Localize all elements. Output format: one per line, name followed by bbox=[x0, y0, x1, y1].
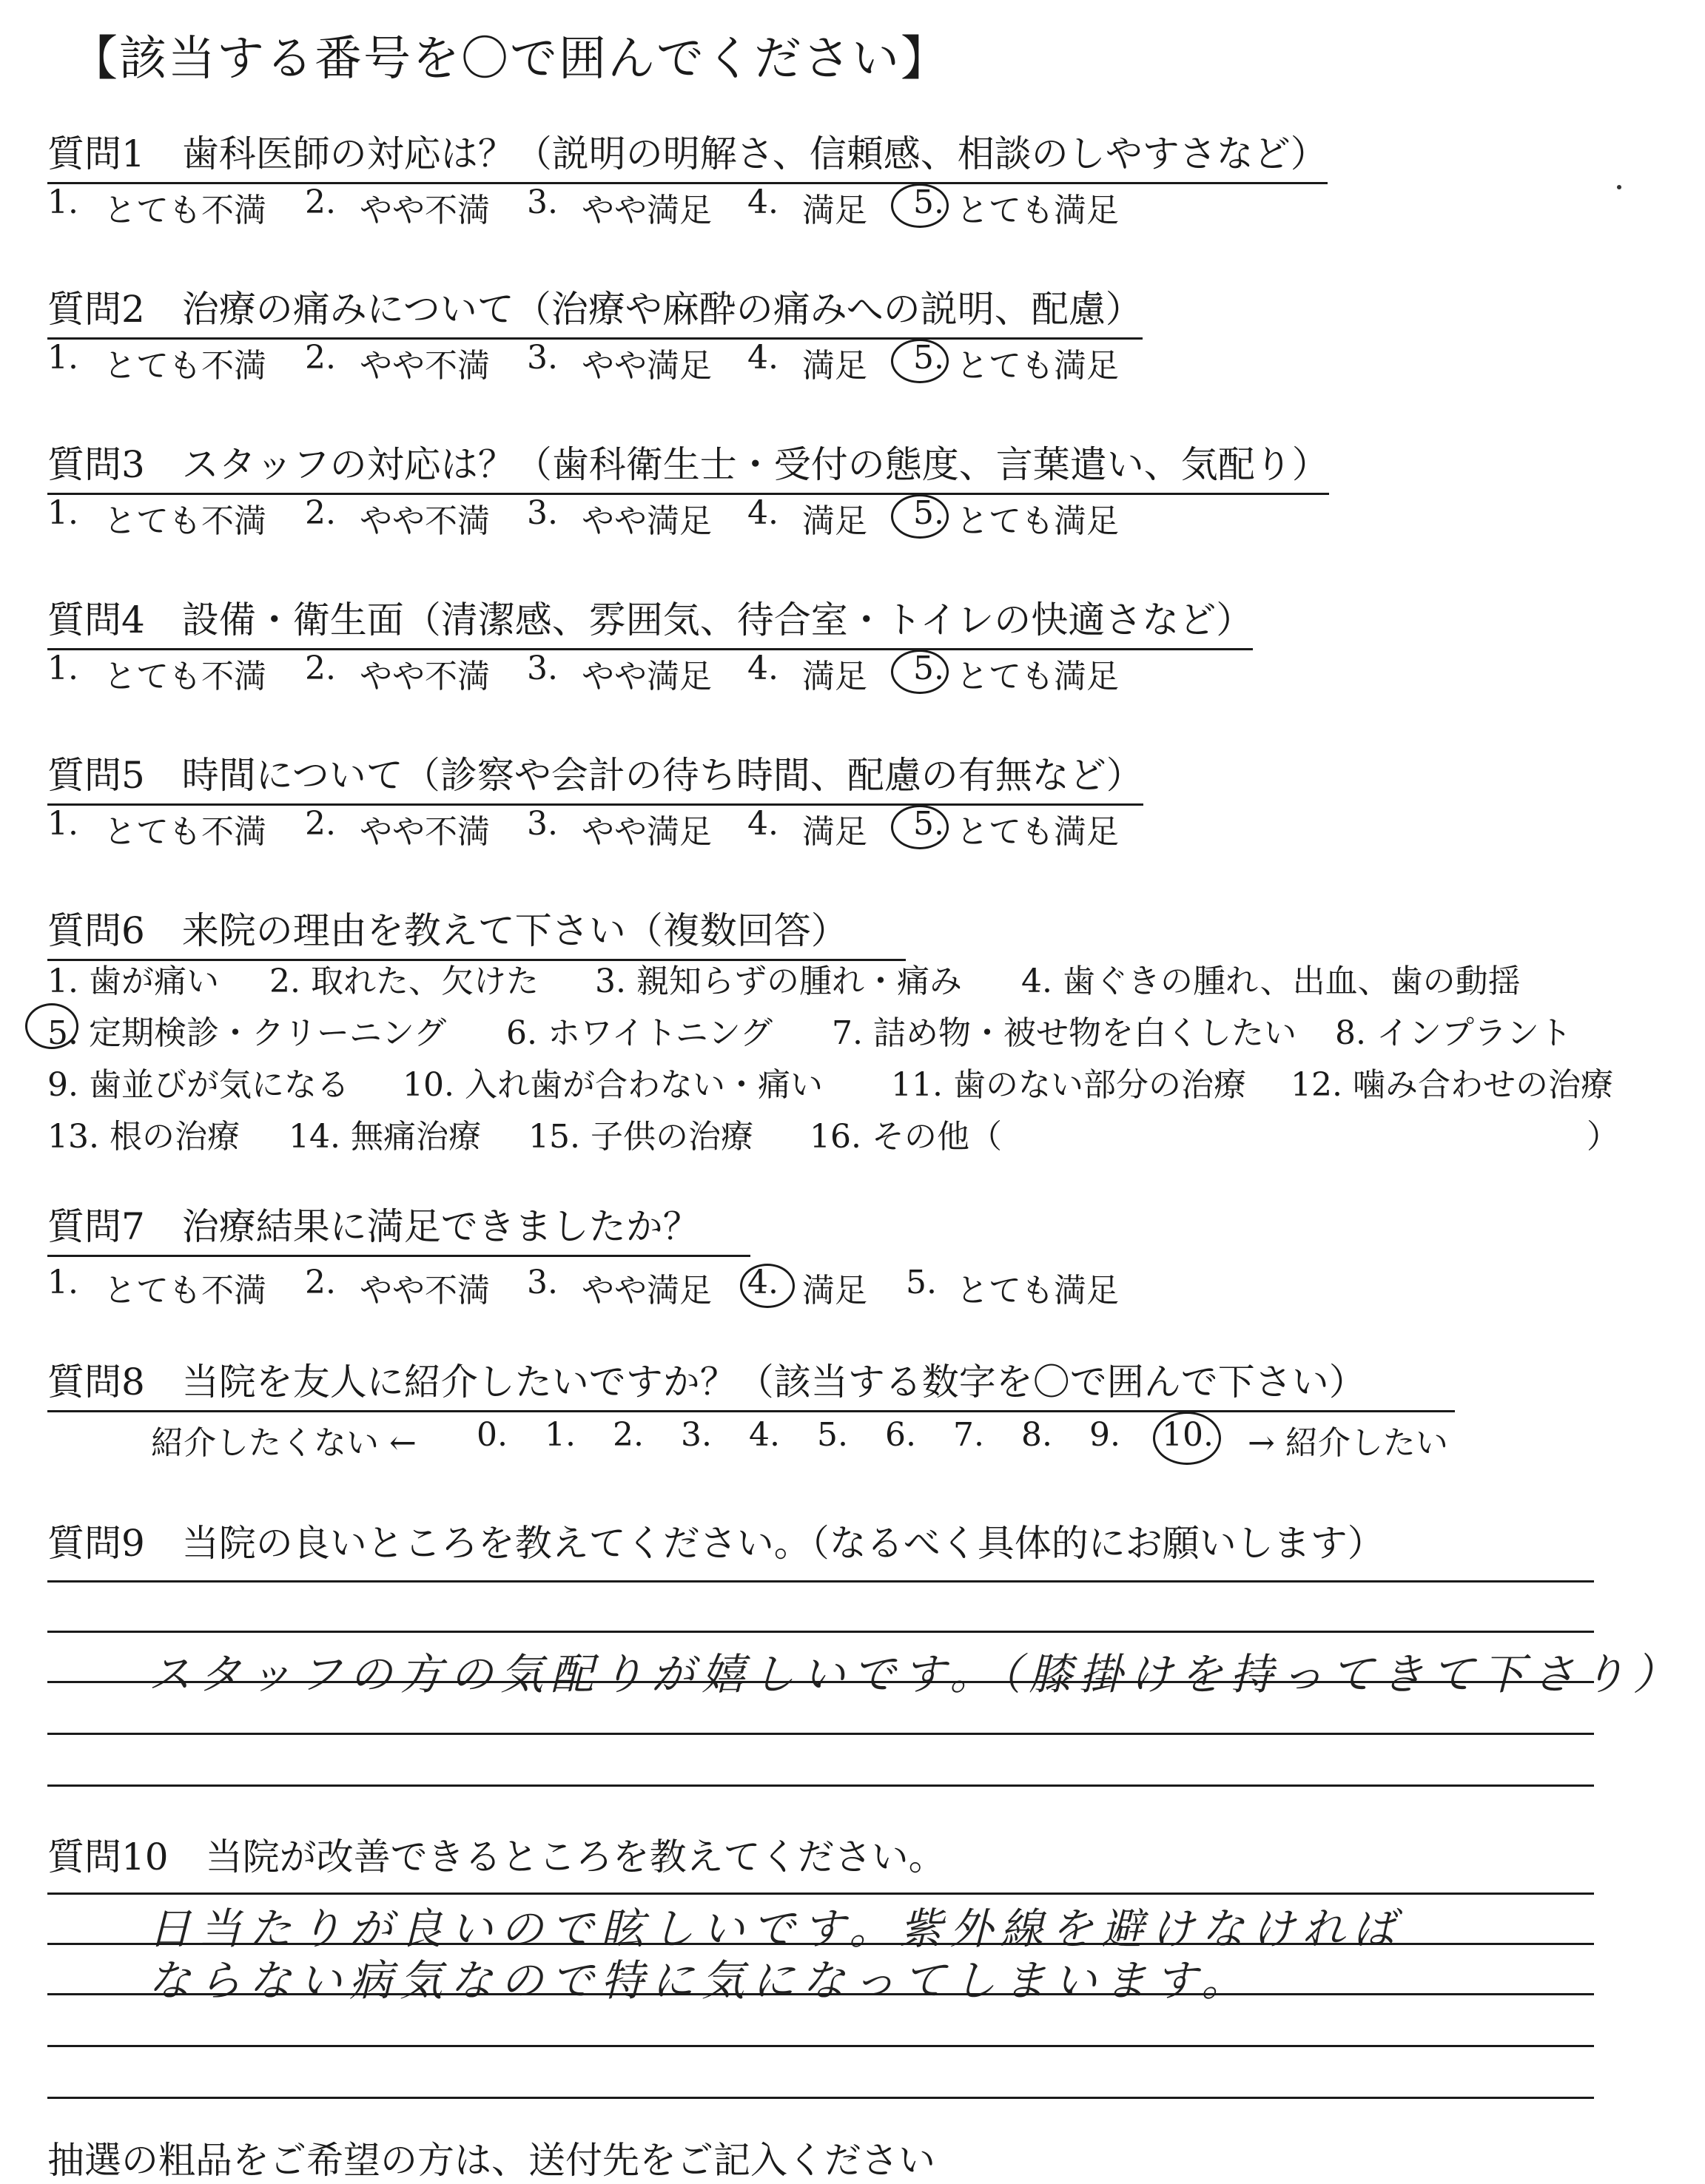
option-2-label: やや不満 bbox=[360, 347, 490, 385]
option-3-label: やや満足 bbox=[582, 813, 712, 851]
option-1-number[interactable]: 1. bbox=[47, 339, 78, 377]
answer-line bbox=[47, 1580, 1594, 1583]
option-4-number[interactable]: 4. bbox=[747, 494, 778, 532]
question-9-title: 質問9 当院の良いところを教えてください。（なるべく具体的にお願いします） bbox=[47, 1522, 1385, 1565]
question-1-options bbox=[47, 183, 1601, 228]
page-title: 【該当する番号を〇で囲んでください】 bbox=[70, 32, 949, 87]
scale-9[interactable]: 9. bbox=[1089, 1416, 1120, 1454]
answer-line bbox=[47, 2045, 1594, 2047]
option-2-number[interactable]: 2. bbox=[305, 183, 336, 221]
stray-dot bbox=[1617, 185, 1621, 189]
scale-8[interactable]: 8. bbox=[1021, 1416, 1052, 1454]
option-5-label: とても満足 bbox=[956, 813, 1119, 851]
q6-option-2[interactable]: 2. 取れた、欠けた bbox=[269, 963, 539, 1000]
question-1-title: 質問1 歯科医師の対応は？（説明の明解さ、信頼感、相談のしやすさなど） bbox=[47, 124, 1328, 184]
option-3-number[interactable]: 3. bbox=[527, 650, 558, 687]
option-5-label: とても満足 bbox=[956, 1272, 1119, 1310]
q6-option-15[interactable]: 15. 子供の治療 bbox=[528, 1118, 753, 1156]
option-1-label: とても不満 bbox=[104, 502, 266, 540]
option-1-label: とても不満 bbox=[104, 1272, 266, 1310]
answer-line bbox=[47, 2097, 1594, 2099]
scale-right-label: → 紹介したい bbox=[1248, 1424, 1448, 1462]
option-4-label: 満足 bbox=[802, 813, 867, 851]
scale-3[interactable]: 3. bbox=[681, 1416, 712, 1454]
option-1-label: とても不満 bbox=[104, 658, 266, 695]
answer-circle bbox=[25, 1003, 78, 1049]
question-2-options bbox=[47, 339, 1601, 383]
answer-line bbox=[47, 1631, 1594, 1633]
option-5-label: とても満足 bbox=[956, 502, 1119, 540]
q6-option-4[interactable]: 4. 歯ぐきの腫れ、出血、歯の動揺 bbox=[1021, 963, 1521, 1000]
scale-0[interactable]: 0. bbox=[477, 1416, 508, 1454]
question-6-options bbox=[47, 954, 1646, 1169]
option-2-number[interactable]: 2. bbox=[305, 805, 336, 843]
q6-option-7[interactable]: 7. 詰め物・被せ物を白くしたい bbox=[832, 1014, 1297, 1052]
option-3-label: やや満足 bbox=[582, 347, 712, 385]
option-3-number[interactable]: 3. bbox=[527, 183, 558, 221]
scale-7[interactable]: 7. bbox=[953, 1416, 984, 1454]
option-3-number[interactable]: 3. bbox=[527, 494, 558, 532]
option-1-number[interactable]: 1. bbox=[47, 805, 78, 843]
question-8-scale bbox=[0, 1416, 1702, 1468]
question-5-options bbox=[47, 805, 1601, 849]
scale-5[interactable]: 5. bbox=[817, 1416, 848, 1454]
scale-10[interactable]: 10. bbox=[1162, 1416, 1214, 1454]
option-2-number[interactable]: 2. bbox=[305, 1264, 336, 1301]
option-3-label: やや満足 bbox=[582, 192, 712, 229]
option-4-label: 満足 bbox=[802, 1272, 867, 1310]
option-1-number[interactable]: 1. bbox=[47, 1264, 78, 1301]
scale-2[interactable]: 2. bbox=[613, 1416, 644, 1454]
q6-option-11[interactable]: 11. 歯のない部分の治療 bbox=[891, 1066, 1246, 1104]
question-5-title: 質問5 時間について（診察や会計の待ち時間、配慮の有無など） bbox=[47, 746, 1143, 806]
option-1-number[interactable]: 1. bbox=[47, 650, 78, 687]
answer-circle bbox=[891, 339, 949, 383]
option-5-label: とても満足 bbox=[956, 658, 1119, 695]
option-4-number[interactable]: 4. bbox=[747, 183, 778, 221]
option-5-number[interactable]: 5. bbox=[906, 1264, 937, 1301]
question-10-answer-line-1[interactable]: 日当たりが良いので眩しいです。紫外線を避けなければ bbox=[148, 1904, 1403, 1954]
option-3-label: やや満足 bbox=[582, 502, 712, 540]
option-3-number[interactable]: 3. bbox=[527, 805, 558, 843]
option-3-number[interactable]: 3. bbox=[527, 1264, 558, 1301]
q6-option-12[interactable]: 12. 噛み合わせの治療 bbox=[1291, 1066, 1613, 1104]
answer-circle bbox=[740, 1264, 795, 1308]
question-3-title: 質問3 スタッフの対応は？（歯科衛生士・受付の態度、言葉遣い、気配り） bbox=[47, 435, 1329, 495]
scale-1[interactable]: 1. bbox=[545, 1416, 576, 1454]
question-3-options bbox=[47, 494, 1601, 539]
q6-option-5[interactable]: 5. 定期検診・クリーニング bbox=[47, 1014, 447, 1052]
option-4-label: 満足 bbox=[802, 192, 867, 229]
question-7-title: 質問7 治療結果に満足できましたか？ bbox=[47, 1197, 750, 1257]
q6-option-3[interactable]: 3. 親知らずの腫れ・痛み bbox=[595, 963, 962, 1000]
option-2-label: やや不満 bbox=[360, 192, 490, 229]
option-1-label: とても不満 bbox=[104, 813, 266, 851]
q6-option-8[interactable]: 8. インプラント bbox=[1335, 1014, 1572, 1052]
option-4-number[interactable]: 4. bbox=[747, 339, 778, 377]
q6-option-10[interactable]: 10. 入れ歯が合わない・痛い bbox=[403, 1066, 823, 1104]
option-4-number[interactable]: 4. bbox=[747, 805, 778, 843]
option-1-number[interactable]: 1. bbox=[47, 183, 78, 221]
question-9-answer[interactable]: スタッフの方の気配りが嬉しいです。（膝掛けを持ってきて下さり） bbox=[148, 1649, 1684, 1699]
option-2-number[interactable]: 2. bbox=[305, 339, 336, 377]
option-2-label: やや不満 bbox=[360, 813, 490, 851]
answer-circle bbox=[891, 650, 949, 694]
option-4-number[interactable]: 4. bbox=[747, 1264, 778, 1301]
scale-4[interactable]: 4. bbox=[749, 1416, 780, 1454]
q6-option-9[interactable]: 9. 歯並びが気になる bbox=[47, 1066, 349, 1104]
option-1-label: とても不満 bbox=[104, 192, 266, 229]
option-5-number[interactable]: 5. bbox=[913, 805, 944, 843]
option-5-number[interactable]: 5. bbox=[913, 650, 944, 687]
question-4-options bbox=[47, 650, 1601, 694]
option-3-label: やや満足 bbox=[582, 658, 712, 695]
option-5-number[interactable]: 5. bbox=[913, 494, 944, 532]
question-2-title: 質問2 治療の痛みについて（治療や麻酔の痛みへの説明、配慮） bbox=[47, 280, 1143, 340]
option-5-number[interactable]: 5. bbox=[913, 339, 944, 377]
scale-left-label: 紹介したくない ← bbox=[151, 1424, 417, 1462]
option-4-label: 満足 bbox=[802, 347, 867, 385]
option-5-label: とても満足 bbox=[956, 347, 1119, 385]
question-4-title: 質問4 設備・衛生面（清潔感、雰囲気、待合室・トイレの快適さなど） bbox=[47, 590, 1253, 650]
option-2-label: やや不満 bbox=[360, 502, 490, 540]
q6-option-13[interactable]: 13. 根の治療 bbox=[47, 1118, 240, 1156]
q6-option-1[interactable]: 1. 歯が痛い bbox=[47, 963, 219, 1000]
footer-instruction: 抽選の粗品をご希望の方は、送付先をご記入ください bbox=[47, 2139, 935, 2182]
answer-line bbox=[47, 1993, 1594, 1995]
question-10-title: 質問10 当院が改善できるところを教えてください。 bbox=[47, 1836, 946, 1878]
option-4-number[interactable]: 4. bbox=[747, 650, 778, 687]
option-1-number[interactable]: 1. bbox=[47, 494, 78, 532]
q6-option-16[interactable]: 16. その他（ bbox=[810, 1118, 1002, 1156]
q6-option-14[interactable]: 14. 無痛治療 bbox=[289, 1118, 481, 1156]
q6-option-6[interactable]: 6. ホワイトニング bbox=[506, 1014, 773, 1052]
answer-circle bbox=[1153, 1412, 1221, 1465]
question-7-options bbox=[47, 1264, 1601, 1308]
option-5-number[interactable]: 5. bbox=[913, 183, 944, 221]
option-3-label: やや満足 bbox=[582, 1272, 712, 1310]
option-3-number[interactable]: 3. bbox=[527, 339, 558, 377]
answer-line bbox=[47, 1733, 1594, 1735]
option-2-label: やや不満 bbox=[360, 1272, 490, 1310]
option-2-number[interactable]: 2. bbox=[305, 494, 336, 532]
answer-circle bbox=[891, 183, 949, 228]
option-2-label: やや不満 bbox=[360, 658, 490, 695]
option-1-label: とても不満 bbox=[104, 347, 266, 385]
question-8-title: 質問8 当院を友人に紹介したいですか？（該当する数字を〇で囲んで下さい） bbox=[47, 1352, 1455, 1412]
option-2-number[interactable]: 2. bbox=[305, 650, 336, 687]
scale-6[interactable]: 6. bbox=[885, 1416, 916, 1454]
question-10-answer-line-2[interactable]: ならない病気なので特に気になってしまいます。 bbox=[148, 1955, 1252, 2006]
answer-line bbox=[47, 1681, 1594, 1683]
answer-line bbox=[47, 1943, 1594, 1945]
answer-circle bbox=[891, 494, 949, 539]
answer-line bbox=[47, 1784, 1594, 1787]
option-4-label: 満足 bbox=[802, 658, 867, 695]
option-5-label: とても満足 bbox=[956, 192, 1119, 229]
question-6-title: 質問6 来院の理由を教えて下さい（複数回答） bbox=[47, 901, 906, 961]
answer-circle bbox=[891, 805, 949, 849]
q6-other-close-paren: ） bbox=[1587, 1118, 1619, 1156]
option-4-label: 満足 bbox=[802, 502, 867, 540]
